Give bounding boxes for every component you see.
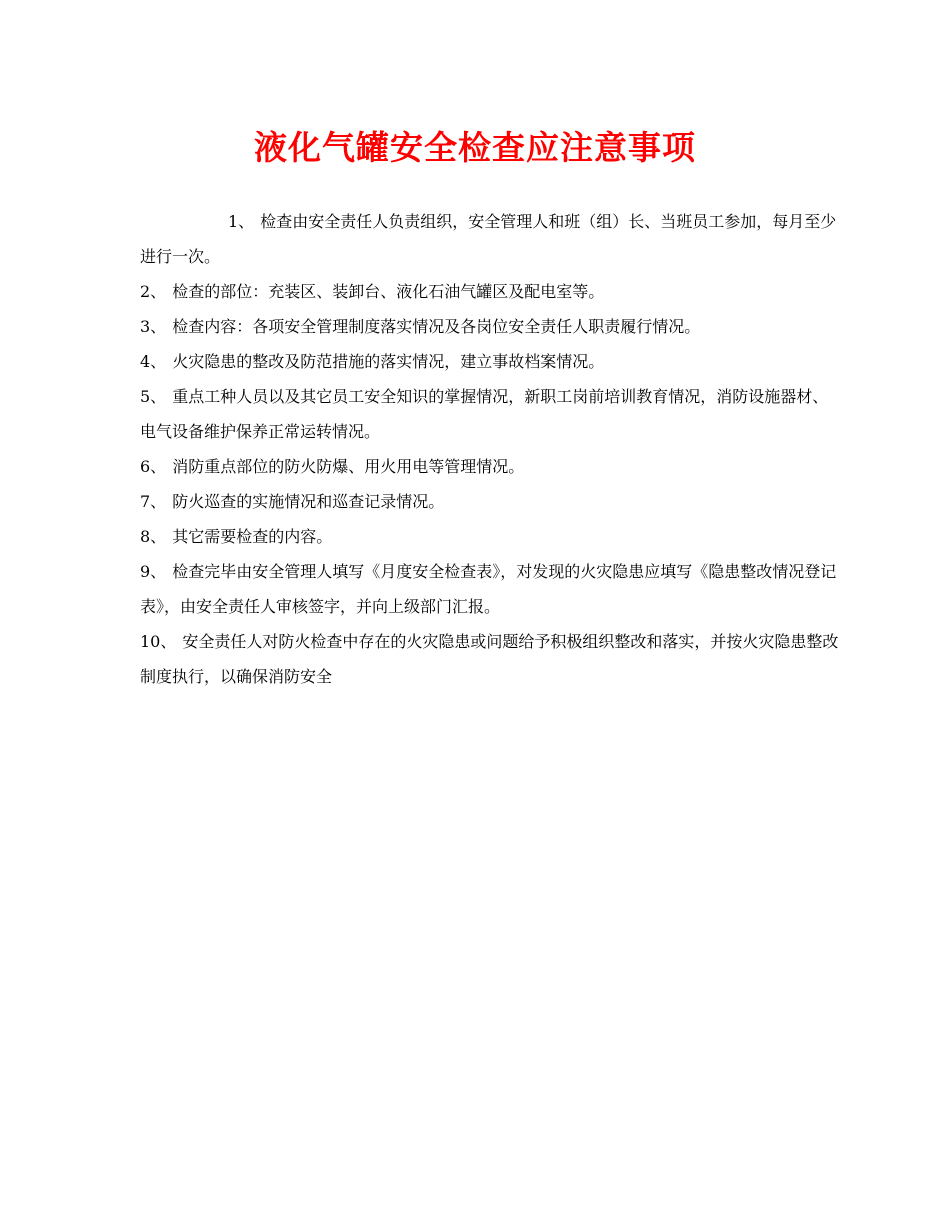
item-number: 2、 [140,282,167,301]
item-text: 检查由安全责任人负责组织，安全管理人和班（组）长、当班员工参加，每月至少进行一次。 [140,212,837,266]
document-body [140,204,840,694]
item-number: 9、 [140,562,167,581]
item-number: 1、 [228,212,255,231]
item-number: 3、 [140,317,167,336]
item-text: 其它需要检查的内容。 [172,527,333,546]
item-text: 火灾隐患的整改及防范措施的落实情况，建立事故档案情况。 [172,352,605,371]
item-number: 7、 [140,492,167,511]
list-item [140,554,840,624]
item-text: 检查的部位：充装区、装卸台、液化石油气罐区及配电室等。 [172,282,605,301]
item-number: 8、 [140,527,167,546]
list-item [140,344,840,379]
list-item [140,309,840,344]
item-number: 6、 [140,457,167,476]
item-number: 5、 [140,387,167,406]
item-text: 检查内容：各项安全管理制度落实情况及各岗位安全责任人职责履行情况。 [172,317,701,336]
list-item [140,204,840,274]
item-text: 重点工种人员以及其它员工安全知识的掌握情况，新职工岗前培训教育情况，消防设施器材、电气设备维护保养正常运转情况。 [140,387,829,441]
list-item [140,624,840,694]
list-item [140,274,840,309]
document-title: 液化气罐安全检查应注意事项 [254,128,696,167]
item-number: 4、 [140,352,167,371]
list-item [140,484,840,519]
item-text: 消防重点部位的防火防爆、用火用电等管理情况。 [172,457,525,476]
item-text: 防火巡查的实施情况和巡查记录情况。 [172,492,445,511]
item-text: 安全责任人对防火检查中存在的火灾隐患或问题给予积极组织整改和落实，并按火灾隐患整改制度执行，以确保消防安全 [140,632,839,686]
list-item [140,519,840,554]
item-number: 10、 [140,632,177,651]
list-item [140,449,840,484]
list-item [140,379,840,449]
item-text: 检查完毕由安全管理人填写《月度安全检查表》，对发现的火灾隐患应填写《隐患整改情况登记表》，由安全责任人审核签字，并向上级部门汇报。 [140,562,837,616]
